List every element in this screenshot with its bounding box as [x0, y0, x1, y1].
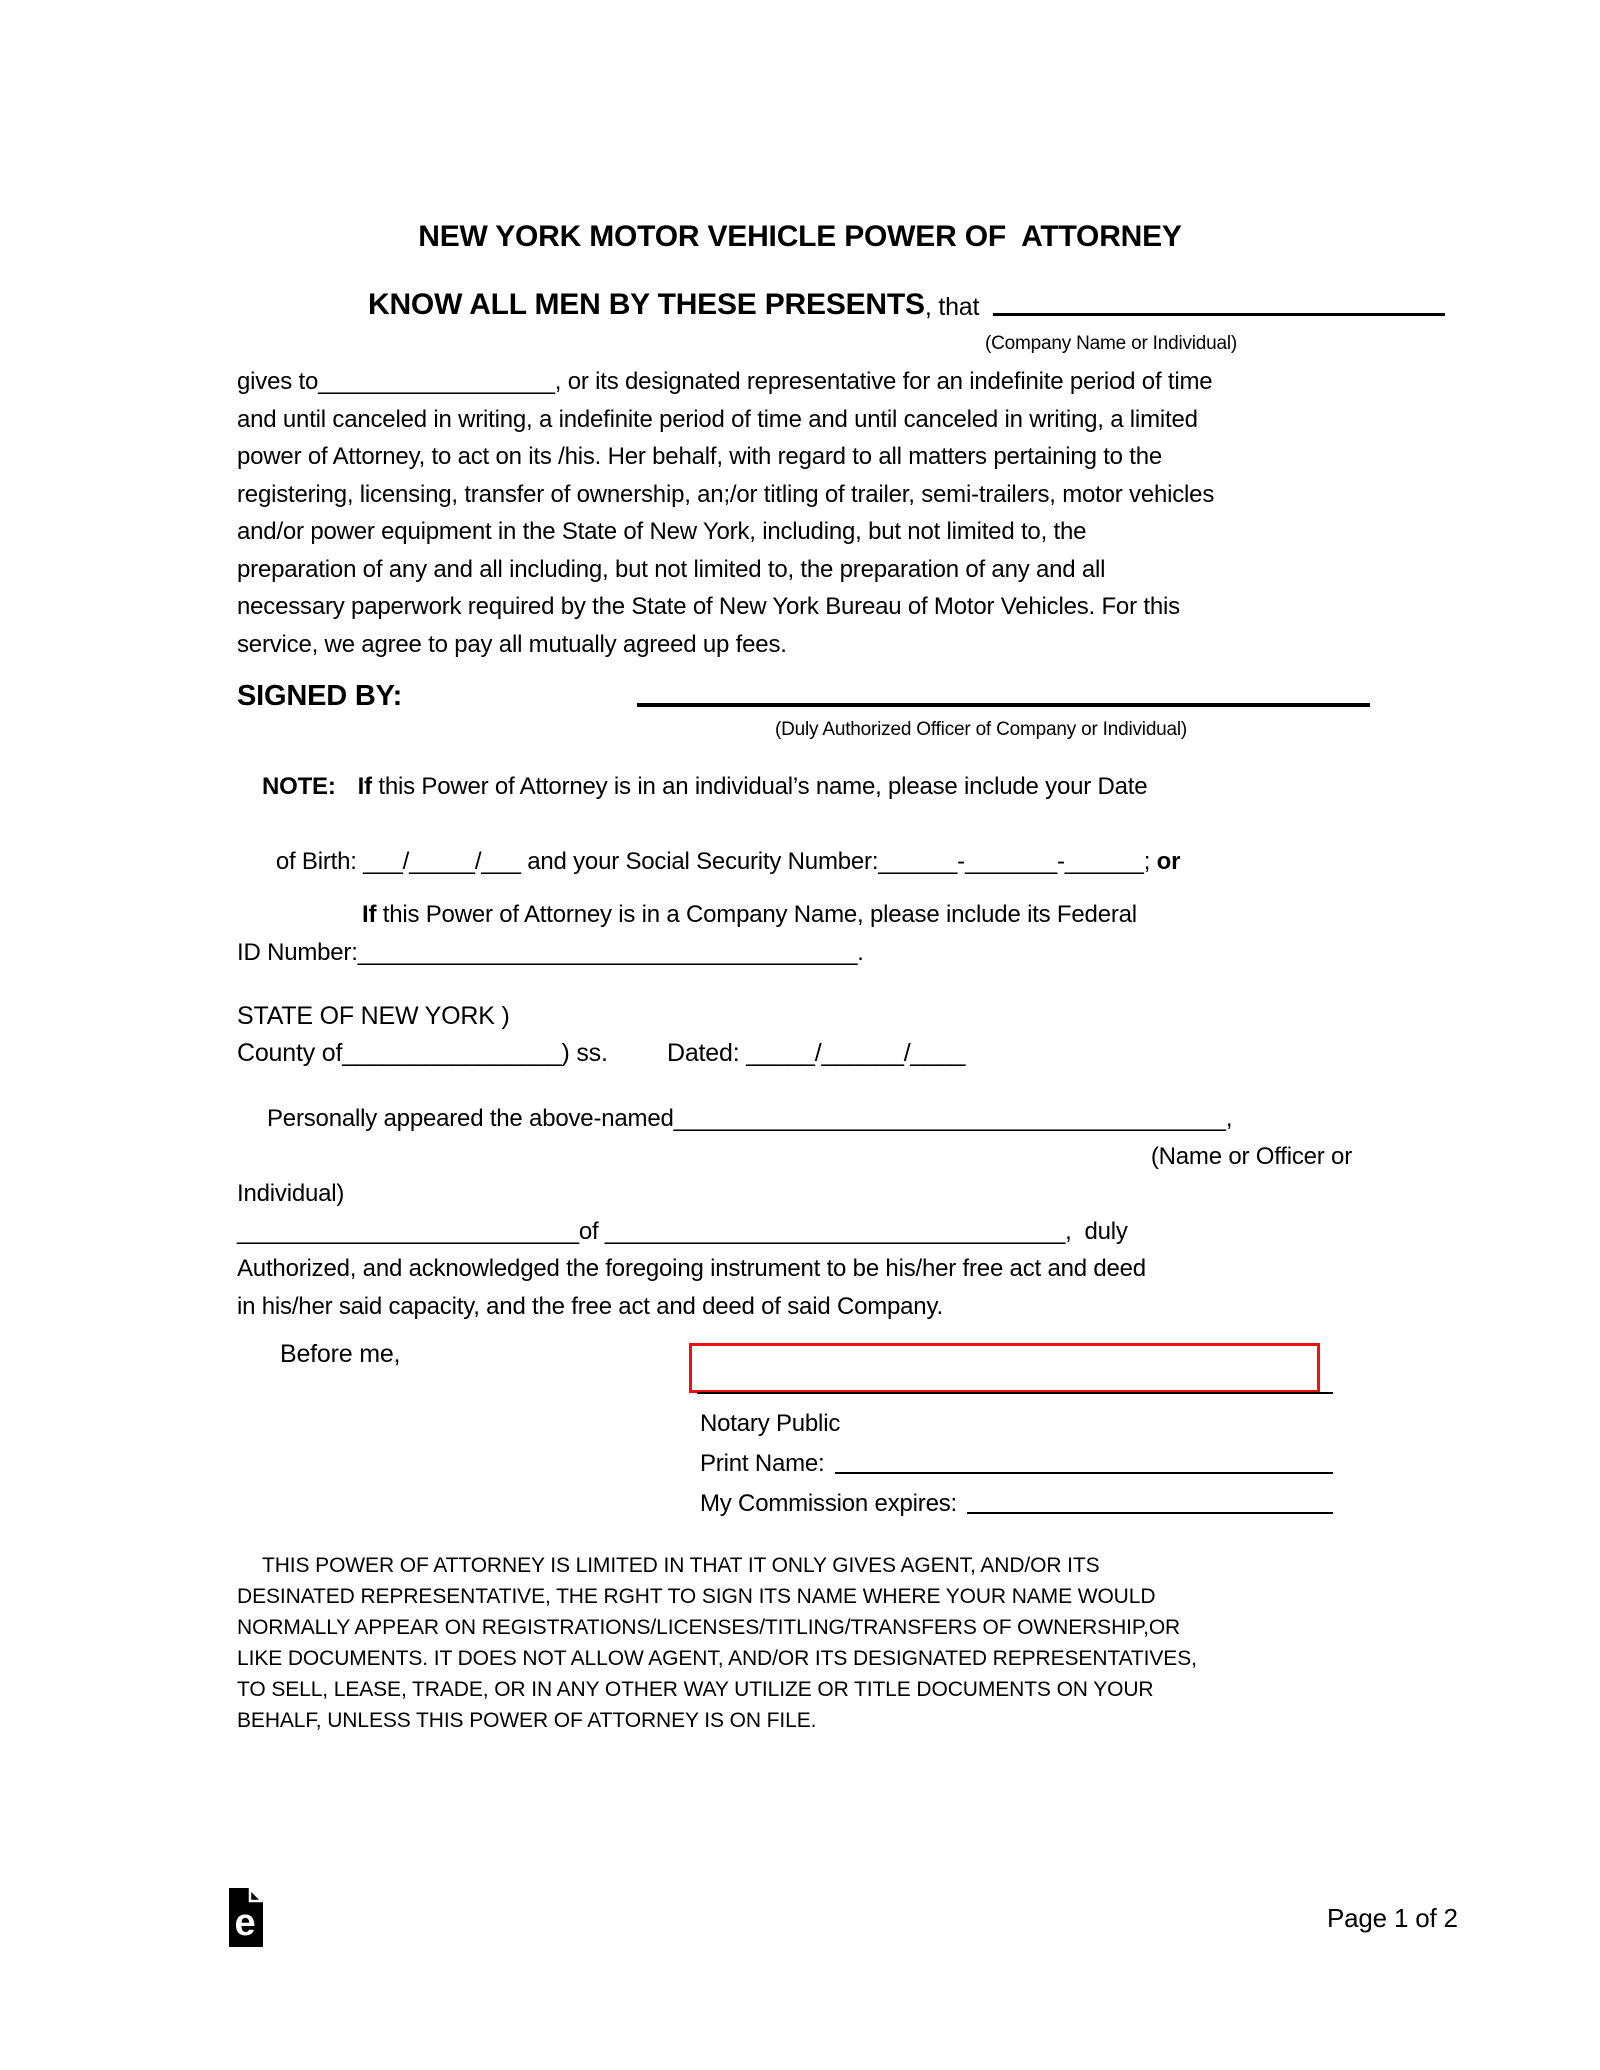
name-officer-caption: (Name or Officer or — [1150, 1142, 1352, 1170]
of-duly-line: __________________________of ___________________________________, duly — [237, 1217, 1128, 1245]
print-name-blank-line — [835, 1452, 1333, 1474]
note-line1-text: this Power of Attorney is in an individual’s name, please include your Date — [371, 773, 1148, 800]
state-of-new-york-line: STATE OF NEW YORK ) — [237, 1002, 510, 1030]
preamble-bold-text: KNOW ALL MEN BY THESE PRESENTS — [368, 288, 925, 321]
paragraph-line: registering, licensing, transfer of ownership, an;/or titling of trailer, semi-trailers, motor vehicles — [237, 480, 1215, 508]
county-line: County of________________) ss. — [237, 1039, 608, 1067]
limitation-line: TO SELL, LEASE, TRADE, OR IN ANY OTHER WAY UTILIZE OR TITLE DOCUMENTS ON YOUR — [237, 1678, 1154, 1701]
page-number: Page 1 of 2 — [1327, 1903, 1458, 1933]
signed-by-label: SIGNED BY: — [237, 680, 403, 712]
paragraph-line: power of Attorney, to act on its /his. Her behalf, with regard to all matters pertaining to the — [237, 443, 1163, 470]
limitation-line: THIS POWER OF ATTORNEY IS LIMITED IN THAT IT ONLY GIVES AGENT, AND/OR ITS — [262, 1554, 1100, 1577]
document-title: NEW YORK MOTOR VEHICLE POWER OF ATTORNEY — [418, 220, 1182, 253]
notary-signature-underline — [697, 1392, 1333, 1394]
authorized-line: Authorized, and acknowledged the foregoing instrument to be his/her free act and deed — [237, 1255, 1146, 1282]
logo-letter: e — [234, 1902, 256, 1944]
limitation-line: DESINATED REPRESENTATIVE, THE RGHT TO SIGN ITS NAME WHERE YOUR NAME WOULD — [237, 1585, 1156, 1608]
paragraph-line: gives to__________________, or its designated representative for an indefinite period of time — [237, 368, 1213, 395]
before-me-label: Before me, — [280, 1340, 401, 1368]
federal-id-line: ID Number:______________________________________. — [237, 938, 864, 966]
paragraph-line: preparation of any and all including, but not limited to, the preparation of any and all — [237, 555, 1106, 583]
note-company-if-word: If — [362, 901, 377, 928]
paragraph-line: service, we agree to pay all mutually agreed up fees. — [237, 630, 787, 658]
company-name-caption: (Company Name or Individual) — [985, 333, 1238, 354]
folded-corner-icon — [250, 1889, 262, 1901]
paragraph-line: and until canceled in writing, a indefinite period of time and until canceled in writing, a limited — [237, 405, 1198, 433]
main-paragraph — [237, 363, 1437, 663]
note-label: NOTE: — [262, 773, 336, 800]
commission-expires-blank-line — [967, 1492, 1333, 1514]
notary-block — [700, 1398, 1333, 1518]
note-company-line1-text: this Power of Attorney is in a Company Name, please include its Federal — [376, 901, 1137, 928]
notary-signature-field[interactable] — [689, 1343, 1320, 1393]
preamble-line — [368, 288, 1445, 322]
print-name-label: Print Name: — [700, 1450, 825, 1477]
limitation-paragraph — [237, 1550, 1452, 1736]
note-or-word: or — [1156, 848, 1181, 875]
personally-appeared-line: Personally appeared the above-named__________________________________________, — [267, 1105, 1233, 1132]
paragraph-line: necessary paperwork required by the State of New York Bureau of Motor Vehicles. For this — [237, 593, 1180, 620]
county-dated-row — [237, 1039, 1437, 1077]
note-if-word: If — [357, 773, 372, 800]
limitation-line: LIKE DOCUMENTS. IT DOES NOT ALLOW AGENT, AND/OR ITS DESIGNATED REPRESENTATIVES, — [237, 1647, 1197, 1670]
commission-expires-label: My Commission expires: — [700, 1490, 957, 1517]
individual-caption: Individual) — [237, 1180, 345, 1207]
paragraph-line: and/or power equipment in the State of New York, including, but not limited to, the — [237, 518, 1087, 545]
acknowledgment-paragraph — [237, 1100, 1437, 1325]
notary-public-label: Notary Public — [700, 1410, 841, 1437]
signature-blank-line — [637, 703, 1370, 707]
limitation-line: NORMALLY APPEAR ON REGISTRATIONS/LICENSES/TITLING/TRANSFERS OF OWNERSHIP,OR — [237, 1616, 1181, 1639]
capacity-line: in his/her said capacity, and the free act and deed of said Company. — [237, 1292, 943, 1320]
note-line2-text: of Birth: ___/_____/___ and your Social Security Number:______-_______-______; — [275, 848, 1157, 875]
limitation-line: BEHALF, UNLESS THIS POWER OF ATTORNEY IS ON FILE. — [237, 1709, 817, 1732]
preamble-that-text: , that — [924, 293, 980, 321]
note-company — [237, 896, 1437, 971]
eforms-logo — [228, 1888, 264, 1947]
company-name-blank-line — [993, 289, 1445, 316]
dated-line: Dated: _____/______/____ — [667, 1039, 966, 1067]
signature-caption: (Duly Authorized Officer of Company or Individual) — [775, 719, 1188, 740]
